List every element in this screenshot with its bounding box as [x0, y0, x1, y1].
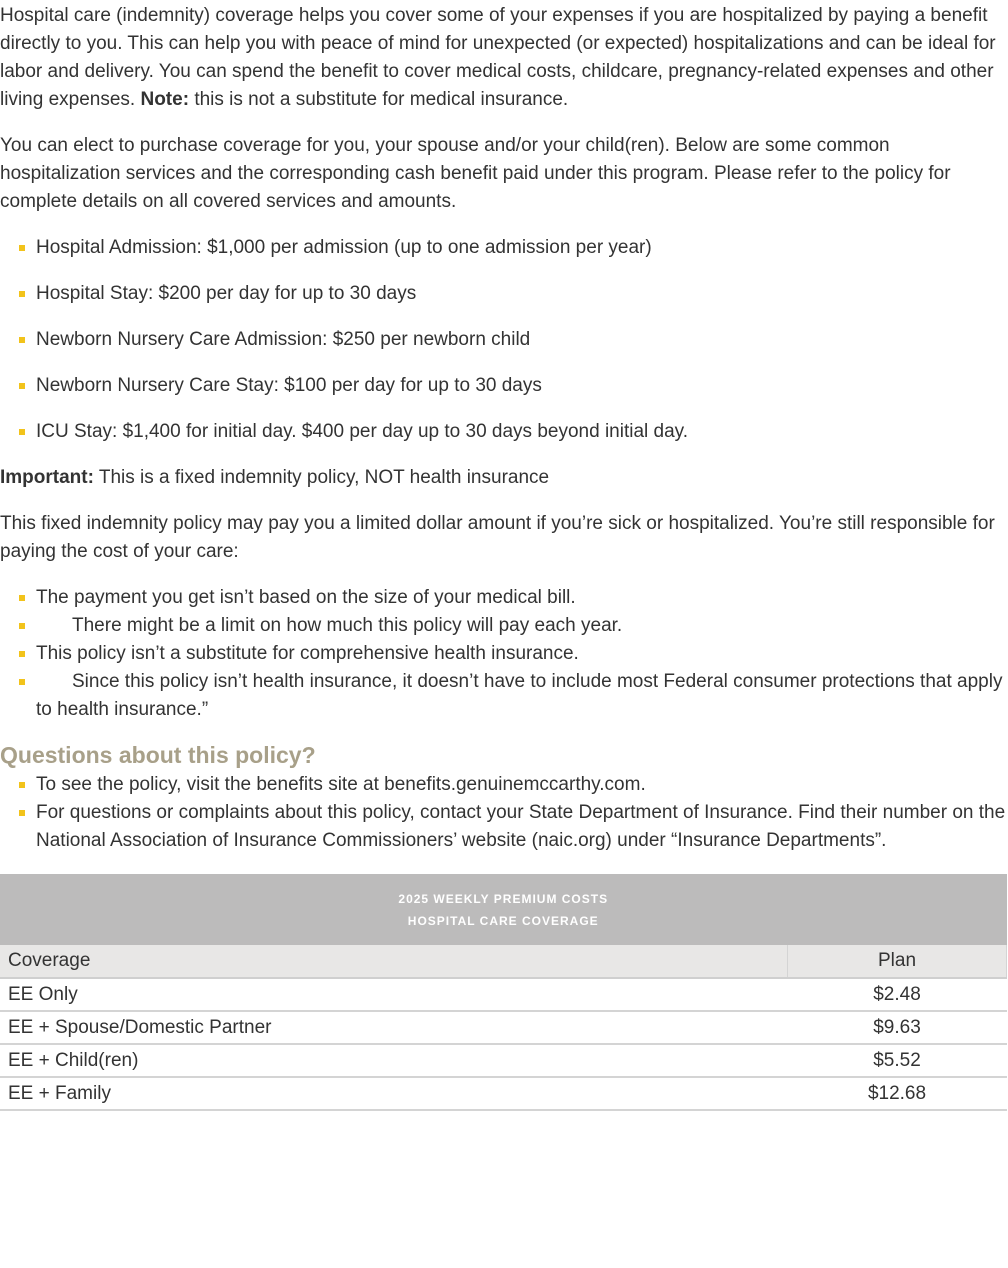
plan-cell: $5.52 — [788, 1044, 1007, 1077]
important-label: Important: — [0, 467, 94, 488]
bullet-square-icon — [19, 810, 25, 816]
plan-cell: $9.63 — [788, 1011, 1007, 1044]
benefits-list — [0, 234, 1008, 464]
coverage-cell: EE + Spouse/Domestic Partner — [0, 1011, 788, 1044]
benefit-item: Hospital Stay: $200 per day for up to 30 days — [0, 280, 1008, 326]
premium-table-banner — [0, 874, 1007, 945]
note-text: this is not a substitute for medical insurance. — [194, 89, 569, 110]
questions-item: To see the policy, visit the benefits site at benefits.genuinemccarthy.com. — [0, 771, 1008, 799]
premium-table-subtitle: HOSPITAL CARE COVERAGE — [407, 913, 599, 928]
plan-cell: $2.48 — [788, 978, 1007, 1011]
disclaimer-item: This policy isn’t a substitute for comprehensive health insurance. — [0, 640, 1008, 668]
column-header-plan: Plan — [788, 945, 1007, 978]
table-header-row — [0, 945, 1007, 978]
benefit-item: Hospital Admission: $1,000 per admission (up to one admission per year) — [0, 234, 1008, 280]
disclaimer-item: There might be a limit on how much this policy will pay each year. — [0, 612, 1008, 640]
table-row — [0, 978, 1007, 1011]
bullet-square-icon — [19, 782, 25, 788]
coverage-cell: EE Only — [0, 978, 788, 1011]
premium-table-title: 2025 WEEKLY PREMIUM COSTS — [398, 891, 609, 906]
table-row — [0, 1044, 1007, 1077]
questions-heading: Questions about this policy? — [0, 742, 316, 768]
bullet-square-icon — [19, 337, 25, 343]
bullet-square-icon — [19, 595, 25, 601]
bullet-square-icon — [19, 429, 25, 435]
benefit-item: Newborn Nursery Care Stay: $100 per day for up to 30 days — [0, 372, 1008, 418]
questions-list — [0, 771, 1008, 855]
bullet-square-icon — [19, 245, 25, 251]
intro-paragraph: Hospital care (indemnity) coverage helps you cover some of your expenses if you are hospitalized by paying a benefit directly to you. This can help you with peace of mind for unexpected (or expected) hospitalizations and can be ideal for labor and delivery. You can spend the benefit to cover medical costs, childcare, pregnancy-related expenses and other living expenses. Note: this is not a substitute for medical insurance. — [0, 5, 996, 110]
table-row — [0, 1011, 1007, 1044]
plan-cell: $12.68 — [788, 1077, 1007, 1110]
coverage-cell: EE + Family — [0, 1077, 788, 1110]
disclaimer-item: The payment you get isn’t based on the size of your medical bill. — [0, 584, 1008, 612]
important-text: This is a fixed indemnity policy, NOT health insurance — [98, 467, 550, 488]
table-row — [0, 1077, 1007, 1110]
benefit-item: ICU Stay: $1,400 for initial day. $400 per day up to 30 days beyond initial day. — [0, 418, 1008, 464]
disclaimer-list — [0, 584, 1008, 724]
bullet-square-icon — [19, 679, 25, 685]
bullet-square-icon — [19, 623, 25, 629]
indemnity-paragraph: This fixed indemnity policy may pay you a limited dollar amount if you’re sick or hospitalized. You’re still responsible for paying the cost of your care: — [0, 513, 995, 562]
coverage-paragraph: You can elect to purchase coverage for you, your spouse and/or your child(ren). Below are some common hospitalization services and the corresponding cash benefit paid under this program. Please refer to the policy for complete details on all covered services and amounts. — [0, 135, 951, 212]
coverage-cell: EE + Child(ren) — [0, 1044, 788, 1077]
column-header-coverage: Coverage — [0, 945, 788, 978]
bullet-square-icon — [19, 651, 25, 657]
bullet-square-icon — [19, 291, 25, 297]
premium-table — [0, 874, 1007, 1111]
bullet-square-icon — [19, 383, 25, 389]
important-notice — [0, 464, 549, 492]
disclaimer-item: Since this policy isn’t health insurance, it doesn’t have to include most Federal consumer protections that apply to health insurance.” — [0, 668, 1008, 724]
questions-item: For questions or complaints about this policy, contact your State Department of Insurance. Find their number on the National Association of Insurance Commissioners’ website (naic.org) under “Insurance Departments”. — [0, 799, 1008, 855]
note-label: Note: — [140, 89, 190, 110]
benefit-item: Newborn Nursery Care Admission: $250 per newborn child — [0, 326, 1008, 372]
